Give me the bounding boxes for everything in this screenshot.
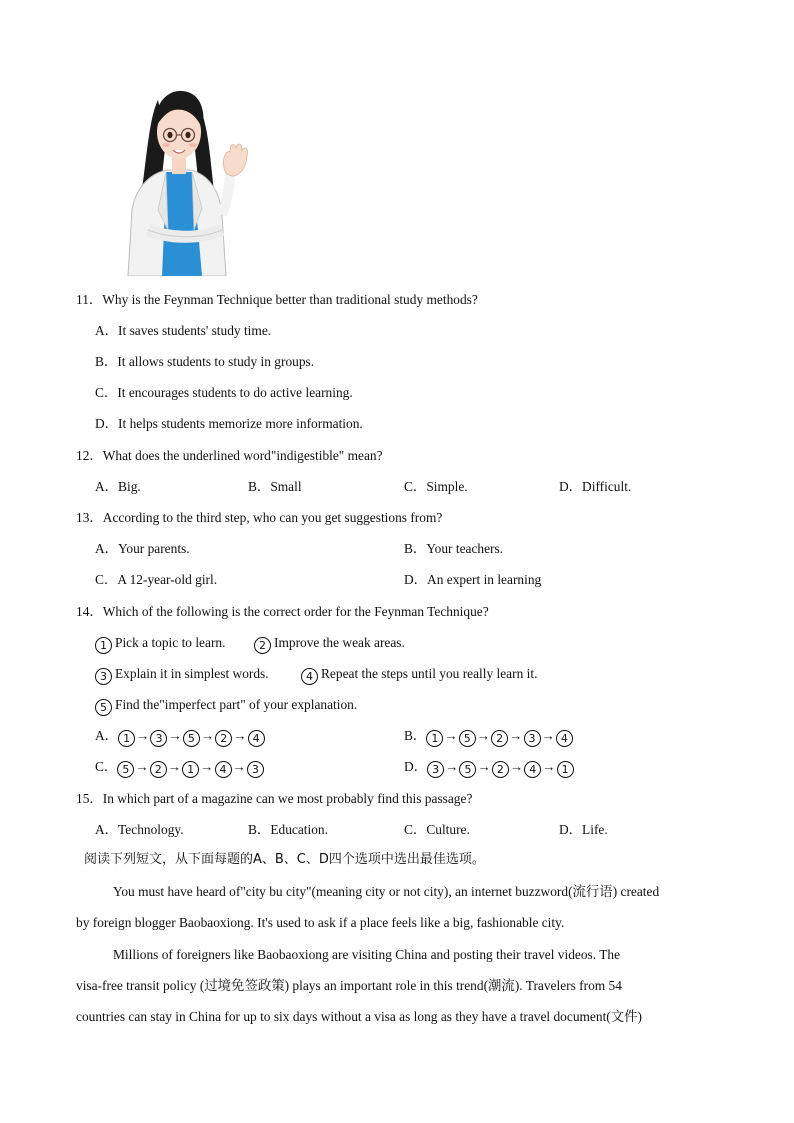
order-step-number: 3	[247, 761, 264, 778]
order-arrow: →	[168, 728, 182, 743]
step-number-5: 5	[95, 699, 112, 716]
step-3-text: Explain it in simplest words.	[115, 666, 269, 681]
order-sequence	[117, 759, 264, 774]
order-sequence	[426, 728, 573, 743]
question-15-option-a[interactable]: A．Technology.	[95, 822, 184, 837]
question-13-option-c[interactable]: C．A 12-year-old girl.	[95, 572, 218, 587]
question-13-option-d[interactable]: D．An expert in learning	[404, 572, 542, 587]
order-step-number: 2	[491, 730, 508, 747]
step-number-1: 1	[95, 637, 112, 654]
order-step-number: 4	[524, 761, 541, 778]
question-13-option-a[interactable]: A．Your parents.	[95, 541, 190, 556]
question-12-option-b[interactable]: B．Small	[248, 479, 302, 494]
passage-line-5: countries can stay in China for up to six days without a visa as long as they have a travel document(文件)	[76, 1009, 642, 1024]
passage-line-2: by foreign blogger Baobaoxiong. It's used to ask if a place feels like a big, fashionable city.	[76, 915, 565, 930]
question-11-stem: 11．Why is the Feynman Technique better than traditional study methods?	[76, 292, 478, 307]
order-step-number: 1	[557, 761, 574, 778]
order-step-number: 5	[459, 730, 476, 747]
order-step-number: 4	[248, 730, 265, 747]
question-12-option-d[interactable]: D．Difficult.	[559, 479, 632, 494]
order-step-number: 1	[118, 730, 135, 747]
order-step-number: 4	[215, 761, 232, 778]
order-arrow: →	[509, 759, 524, 774]
step-1-text: Pick a topic to learn.	[115, 635, 226, 650]
order-arrow: →	[136, 728, 150, 743]
step-2-text: Improve the weak areas.	[274, 635, 405, 650]
order-step-number: 5	[183, 730, 200, 747]
option-letter: C．	[95, 759, 118, 774]
order-step-number: 2	[215, 730, 232, 747]
order-arrow: →	[167, 759, 182, 774]
order-step-number: 5	[117, 761, 134, 778]
section-instruction: 阅读下列短文，从下面每题的A、B、C、D四个选项中选出最佳选项。	[84, 852, 485, 867]
question-12-stem: 12．What does the underlined word"indigestible" mean?	[76, 448, 383, 463]
order-step-number: 5	[459, 761, 476, 778]
question-15-option-c[interactable]: C．Culture.	[404, 822, 470, 837]
question-14-option-c[interactable]	[95, 758, 264, 778]
step-2	[254, 634, 405, 654]
order-arrow: →	[476, 728, 491, 743]
step-number-3: 3	[95, 668, 112, 685]
passage-line-1: You must have heard of"city bu city"(meaning city or not city), an internet buzzword(流行语) created	[113, 884, 660, 899]
order-arrow: →	[444, 728, 458, 743]
question-15-option-b[interactable]: B．Education.	[248, 822, 328, 837]
order-arrow: →	[509, 728, 523, 743]
order-arrow: →	[233, 728, 247, 743]
passage-line-4: visa-free transit policy (过境免签政策) plays an important role in this trend(潮流). Travelers from 54	[76, 978, 622, 993]
step-1	[95, 634, 225, 654]
question-11-option-b[interactable]: B．It allows students to study in groups.	[95, 354, 315, 369]
question-12-option-c[interactable]: C．Simple.	[404, 479, 468, 494]
order-arrow: →	[200, 759, 214, 774]
question-11-option-c[interactable]: C．It encourages students to do active learning.	[95, 385, 353, 400]
order-step-number: 2	[150, 761, 167, 778]
question-11-option-d[interactable]: D．It helps students memorize more information.	[95, 416, 363, 431]
question-12-option-a[interactable]: A．Big.	[95, 479, 141, 494]
question-13-stem: 13．According to the third step, who can you get suggestions from?	[76, 510, 443, 525]
passage-line-3: Millions of foreigners like Baobaoxiong are visiting China and posting their travel videos. The	[113, 947, 621, 962]
order-arrow: →	[445, 759, 459, 774]
question-14-option-d[interactable]	[404, 758, 574, 778]
order-sequence	[118, 728, 265, 743]
question-14-option-a[interactable]	[95, 727, 265, 747]
question-15-stem: 15．In which part of a magazine can we most probably find this passage?	[76, 791, 473, 806]
order-arrow: →	[200, 728, 215, 743]
option-letter: D．	[404, 759, 428, 774]
step-5-text: Find the"imperfect part" of your explanation.	[115, 697, 358, 712]
step-3	[95, 665, 269, 685]
order-arrow: →	[541, 728, 555, 743]
step-number-4: 4	[301, 668, 318, 685]
option-letter: B．	[404, 728, 427, 743]
teacher-illustration	[118, 80, 258, 276]
order-step-number: 3	[524, 730, 541, 747]
step-5	[95, 696, 357, 716]
question-14-stem: 14．Which of the following is the correct order for the Feynman Technique?	[76, 604, 489, 619]
order-step-number: 2	[492, 761, 509, 778]
step-number-2: 2	[254, 637, 271, 654]
option-letter: A．	[95, 728, 119, 743]
order-sequence	[427, 759, 574, 774]
order-step-number: 3	[427, 761, 444, 778]
question-11-option-a[interactable]: A．It saves students' study time.	[95, 323, 272, 338]
order-arrow: →	[542, 759, 556, 774]
order-arrow: →	[232, 759, 246, 774]
step-4-text: Repeat the steps until you really learn it.	[321, 666, 538, 681]
order-step-number: 1	[182, 761, 199, 778]
question-15-option-d[interactable]: D．Life.	[559, 822, 608, 837]
order-arrow: →	[477, 759, 491, 774]
order-step-number: 1	[426, 730, 443, 747]
question-14-option-b[interactable]	[404, 727, 573, 747]
order-step-number: 3	[150, 730, 167, 747]
order-step-number: 4	[556, 730, 573, 747]
question-13-option-b[interactable]: B．Your teachers.	[404, 541, 504, 556]
step-4	[301, 665, 537, 685]
order-arrow: →	[135, 759, 149, 774]
